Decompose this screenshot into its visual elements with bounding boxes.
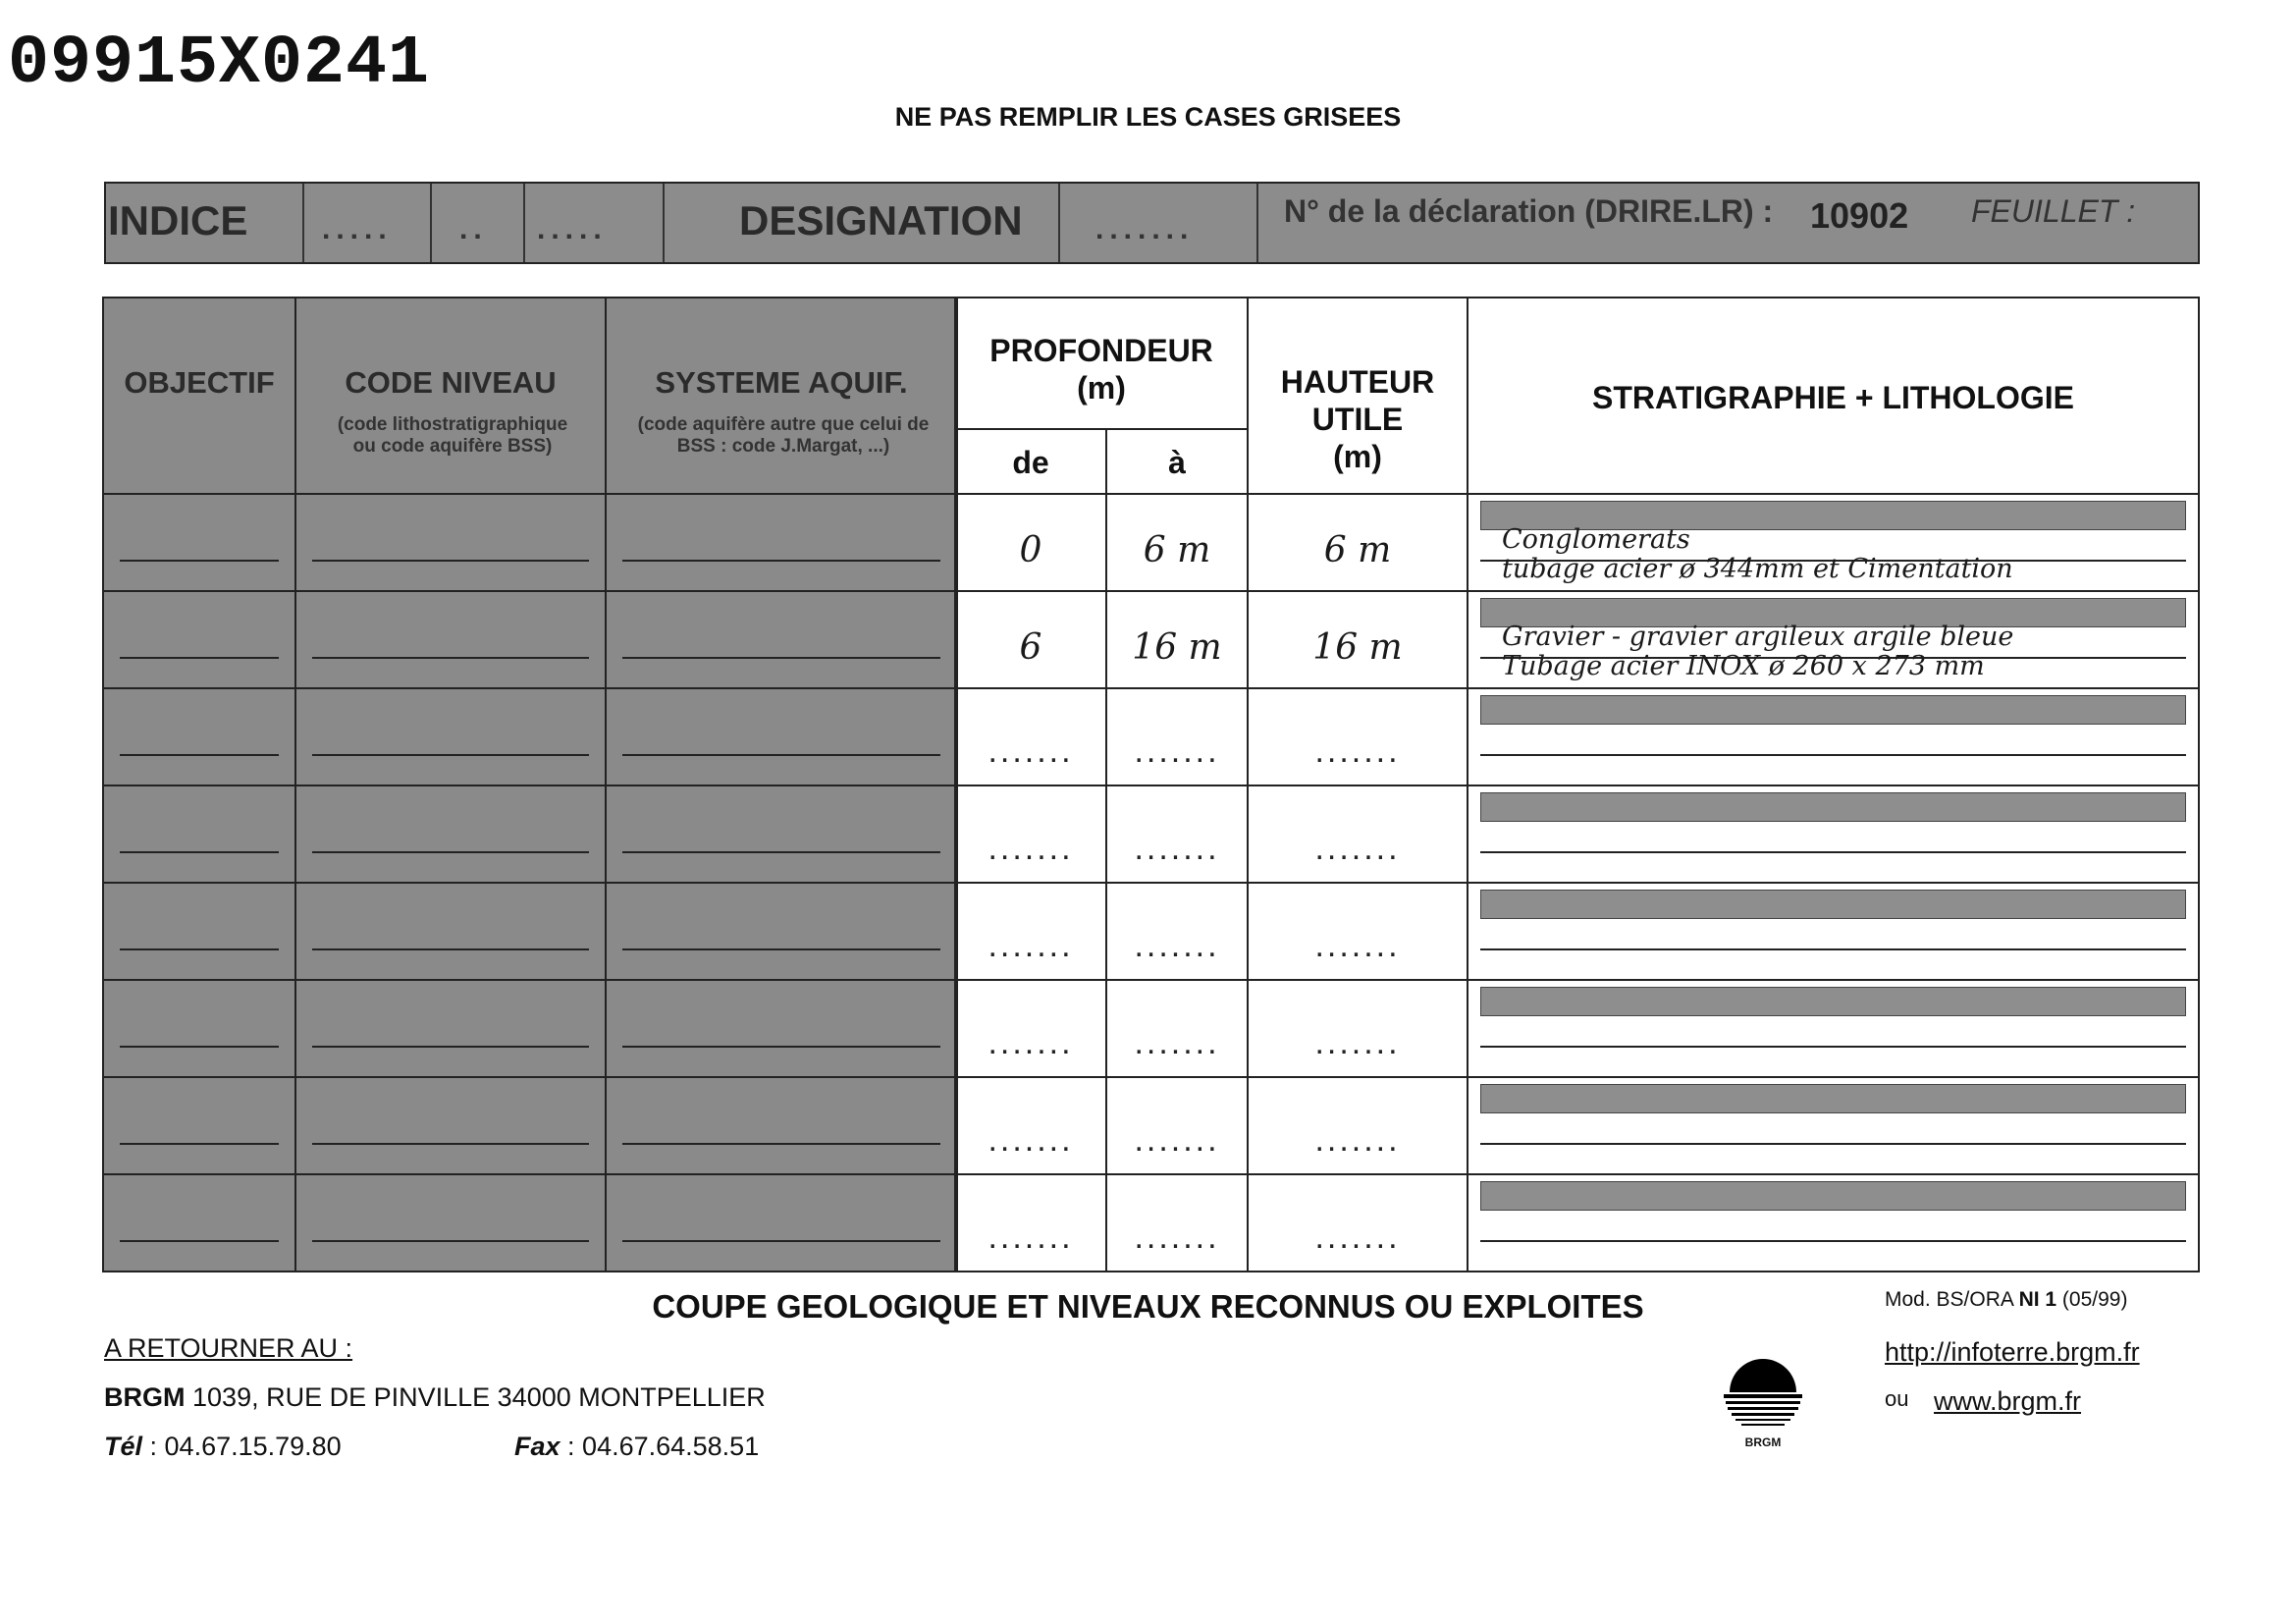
model-prefix: Mod. BS/ORA [1885, 1288, 2013, 1311]
fill-line [312, 657, 589, 659]
fill-line [120, 851, 279, 853]
cell-objectif [102, 979, 296, 1078]
cell-objectif [102, 687, 296, 786]
model-code: NI 1 [2018, 1288, 2057, 1311]
strat-handwriting: Tubage acier INOX ø 260 x 273 mm [1502, 651, 1985, 681]
fill-line [312, 1143, 589, 1145]
indice-box-3 [523, 184, 665, 262]
value-de: ....... [988, 732, 1074, 770]
strat-line [1480, 1240, 2186, 1242]
notice-text: NE PAS REMPLIR LES CASES GRISEES [894, 102, 1402, 132]
header-a [1105, 428, 1249, 495]
value-a: ....... [1134, 732, 1220, 770]
brgm-logo [1716, 1353, 1810, 1451]
address-line [104, 1382, 766, 1413]
header-objectif [102, 297, 296, 495]
designation-label: DESIGNATION [739, 197, 1023, 244]
cell-syst [605, 493, 958, 592]
header-band [104, 182, 2200, 264]
profondeur-unit: (m) [1077, 370, 1126, 406]
value-a: 16 m [1132, 627, 1222, 668]
cell-de [954, 979, 1107, 1078]
systeme-aquif-label: SYSTEME AQUIF. [655, 365, 908, 400]
cell-syst [605, 1076, 958, 1175]
cell-objectif [102, 590, 296, 689]
fill-line [120, 1143, 279, 1145]
cell-syst [605, 979, 958, 1078]
systeme-aquif-note: (code aquifère autre que celui de BSS : code J.Margat, ...) [637, 414, 930, 457]
strat-gray-bar [1480, 987, 2186, 1016]
cell-de [954, 882, 1107, 981]
fill-line [622, 851, 940, 853]
cell-strat [1467, 1173, 2200, 1272]
value-hauteur: ....... [1314, 732, 1401, 770]
strat-handwriting: tubage acier ø 344mm et Cimentation [1502, 554, 2013, 584]
declaration-number: 10902 [1810, 195, 1909, 236]
fax-line [514, 1432, 759, 1462]
strat-gray-bar [1480, 1181, 2186, 1211]
fill-line [312, 1046, 589, 1048]
value-hauteur: 6 m [1323, 530, 1392, 570]
hauteur-label: HAUTEUR [1280, 364, 1435, 400]
cell-a [1105, 1076, 1249, 1175]
hauteur-unit: (m) [1333, 439, 1382, 474]
logo-text: BRGM [1744, 1435, 1782, 1449]
indice-box-2 [430, 184, 525, 262]
infoterre-link[interactable]: http://infoterre.brgm.fr [1885, 1337, 2140, 1367]
cell-a [1105, 882, 1249, 981]
fill-line [120, 754, 279, 756]
cell-code [294, 785, 607, 884]
indice-dots-2: .. [459, 213, 488, 245]
cell-code [294, 1173, 607, 1272]
de-label: de [1012, 445, 1049, 480]
fill-line [312, 1240, 589, 1242]
strat-handwriting: Conglomerats [1502, 524, 1690, 555]
cell-de [954, 785, 1107, 884]
value-hauteur: ....... [1314, 1218, 1401, 1256]
cell-syst [605, 785, 958, 884]
tel-label: Tél [104, 1432, 143, 1461]
indice-dots-1: ..... [322, 213, 393, 245]
cell-objectif [102, 1076, 296, 1175]
fill-line [622, 948, 940, 950]
cell-hauteur [1247, 882, 1468, 981]
cell-strat [1467, 493, 2200, 592]
cell-de [954, 493, 1107, 592]
cell-hauteur [1247, 979, 1468, 1078]
fill-line [622, 1240, 940, 1242]
value-hauteur: ....... [1314, 1121, 1401, 1159]
cell-strat [1467, 1076, 2200, 1175]
fill-line [120, 1240, 279, 1242]
cell-objectif [102, 785, 296, 884]
value-hauteur: ....... [1314, 1024, 1401, 1061]
value-a: ....... [1134, 1024, 1220, 1061]
model-date: (05/99) [2061, 1288, 2128, 1311]
fill-line [312, 754, 589, 756]
value-de: 6 [1019, 627, 1042, 668]
utile-label: UTILE [1311, 402, 1404, 437]
cell-de [954, 687, 1107, 786]
address: 1039, RUE DE PINVILLE 34000 MONTPELLIER [192, 1382, 766, 1412]
cell-de [954, 1076, 1107, 1175]
tel-line [104, 1432, 342, 1462]
cell-hauteur [1247, 590, 1468, 689]
org-name: BRGM [104, 1382, 186, 1412]
value-hauteur: ....... [1314, 927, 1401, 964]
fill-line [622, 754, 940, 756]
strat-gray-bar [1480, 1084, 2186, 1113]
fill-line [312, 560, 589, 562]
fax-number: : 04.67.64.58.51 [567, 1432, 760, 1461]
value-de: ....... [988, 1121, 1074, 1159]
code-niveau-label: CODE NIVEAU [345, 365, 557, 400]
code-niveau-note: (code lithostratigraphique ou code aquifère BSS) [337, 414, 568, 457]
strat-handwriting: Gravier - gravier argileux argile bleue [1502, 622, 2014, 652]
fill-line [622, 1143, 940, 1145]
strat-line [1480, 1046, 2186, 1048]
value-de: ....... [988, 1218, 1074, 1256]
tel-number: : 04.67.15.79.80 [149, 1432, 342, 1461]
indice-label: INDICE [108, 197, 248, 244]
fill-line [312, 851, 589, 853]
strat-line [1480, 754, 2186, 756]
strat-line [1480, 948, 2186, 950]
cell-strat [1467, 979, 2200, 1078]
fill-line [120, 948, 279, 950]
cell-syst [605, 1173, 958, 1272]
value-a: ....... [1134, 1121, 1220, 1159]
cell-strat [1467, 785, 2200, 884]
cell-strat [1467, 590, 2200, 689]
cell-de [954, 1173, 1107, 1272]
value-hauteur: ....... [1314, 830, 1401, 867]
feuillet-label: FEUILLET : [1971, 193, 2136, 229]
value-de: ....... [988, 830, 1074, 867]
strat-label: STRATIGRAPHIE + LITHOLOGIE [1592, 380, 2074, 415]
fill-line [120, 560, 279, 562]
cell-de [954, 590, 1107, 689]
value-a: 6 m [1143, 530, 1211, 570]
cell-a [1105, 979, 1249, 1078]
cell-hauteur [1247, 785, 1468, 884]
profondeur-label: PROFONDEUR [989, 333, 1213, 368]
declaration-label: N° de la déclaration (DRIRE.LR) : [1284, 193, 1774, 229]
cell-code [294, 882, 607, 981]
indice-dots-3: ..... [537, 213, 608, 245]
cell-code [294, 493, 607, 592]
value-hauteur: 16 m [1312, 627, 1403, 668]
cell-a [1105, 493, 1249, 592]
header-systeme-aquif [605, 297, 958, 495]
model-reference [1885, 1288, 2127, 1312]
cell-a [1105, 1173, 1249, 1272]
cell-code [294, 590, 607, 689]
or-label: ou [1885, 1386, 1909, 1411]
cell-syst [605, 882, 958, 981]
strat-line [1480, 851, 2186, 853]
indice-box-1 [302, 184, 432, 262]
cell-objectif [102, 882, 296, 981]
brgm-link[interactable]: www.brgm.fr [1934, 1386, 2082, 1416]
fill-line [312, 948, 589, 950]
cell-hauteur [1247, 1173, 1468, 1272]
cell-code [294, 1076, 607, 1175]
header-profondeur [954, 297, 1249, 430]
geology-table [102, 297, 2200, 1271]
a-label: à [1168, 445, 1186, 480]
value-a: ....... [1134, 830, 1220, 867]
cell-hauteur [1247, 1076, 1468, 1175]
fill-line [120, 1046, 279, 1048]
return-label: A RETOURNER AU : [104, 1333, 353, 1363]
cell-a [1105, 590, 1249, 689]
cell-hauteur [1247, 493, 1468, 592]
fill-line [622, 560, 940, 562]
cell-strat [1467, 687, 2200, 786]
strat-line [1480, 1143, 2186, 1145]
value-a: ....... [1134, 1218, 1220, 1256]
cell-a [1105, 687, 1249, 786]
strat-gray-bar [1480, 890, 2186, 919]
cell-syst [605, 687, 958, 786]
strat-gray-bar [1480, 695, 2186, 725]
header-stratigraphie [1467, 297, 2200, 495]
value-a: ....... [1134, 927, 1220, 964]
designation-box [1058, 184, 1258, 262]
fax-label: Fax [514, 1432, 561, 1461]
cell-code [294, 979, 607, 1078]
objectif-label: OBJECTIF [124, 365, 275, 400]
cell-objectif [102, 1173, 296, 1272]
cell-syst [605, 590, 958, 689]
fill-line [120, 657, 279, 659]
header-code-niveau [294, 297, 607, 495]
footer-title: COUPE GEOLOGIQUE ET NIVEAUX RECONNUS OU EXPLOITES [652, 1288, 1644, 1325]
designation-dots: ....... [1095, 213, 1195, 245]
header-de [954, 428, 1107, 495]
fill-line [622, 1046, 940, 1048]
header-hauteur-utile [1247, 297, 1468, 495]
cell-a [1105, 785, 1249, 884]
value-de: ....... [988, 1024, 1074, 1061]
cell-hauteur [1247, 687, 1468, 786]
strat-gray-bar [1480, 792, 2186, 822]
value-de: 0 [1019, 530, 1042, 570]
cell-code [294, 687, 607, 786]
cell-objectif [102, 493, 296, 592]
document-id: 09915X0241 [8, 26, 431, 103]
cell-strat [1467, 882, 2200, 981]
value-de: ....... [988, 927, 1074, 964]
fill-line [622, 657, 940, 659]
